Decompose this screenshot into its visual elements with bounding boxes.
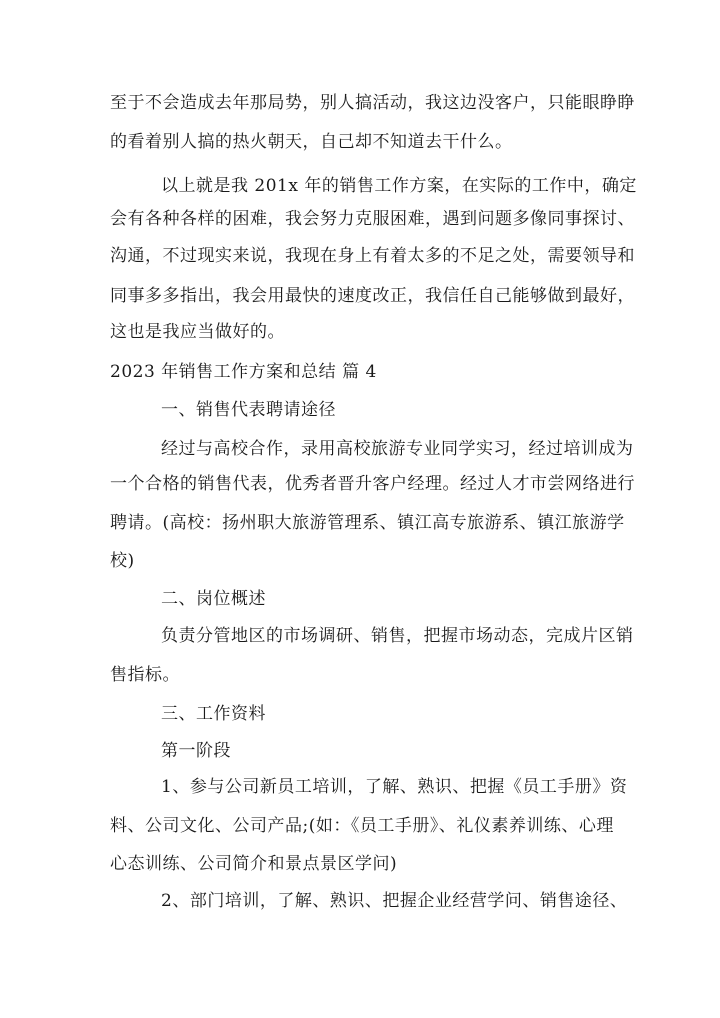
- paragraph-line: 心态训练、公司简介和景点景区学问): [110, 854, 398, 874]
- paragraph-line: 售指标。: [110, 665, 180, 685]
- section-heading: 三、工作资料: [161, 704, 266, 724]
- paragraph-line: 同事多多指出，我会用最快的速度改正，我信任自己能够做到最好，: [110, 286, 635, 306]
- paragraph-line: 会有各种各样的困难，我会努力克服困难，遇到问题多像同事探讨、: [110, 209, 635, 229]
- paragraph-line: 负责分管地区的市场调研、销售，把握市场动态，完成片区销: [161, 626, 634, 646]
- paragraph-line: 以上就是我 201x 年的销售工作方案，在实际的工作中，确定: [161, 176, 637, 196]
- paragraph-line: 校): [110, 551, 135, 571]
- paragraph-line: 至于不会造成去年那局势，别人搞活动，我这边没客户，只能眼睁睁: [110, 93, 635, 113]
- paragraph-line: 聘请。(高校：扬州职大旅游管理系、镇江高专旅游系、镇江旅游学: [110, 513, 625, 533]
- section-heading: 二、岗位概述: [161, 589, 266, 609]
- paragraph-line: 一个合格的销售代表，优秀者晋升客户经理。经过人才市尝网络进行: [110, 474, 635, 494]
- subsection-heading: 第一阶段: [161, 741, 231, 761]
- paragraph-line: 这也是我应当做好的。: [110, 322, 285, 342]
- section-heading: 一、销售代表聘请途径: [161, 400, 336, 420]
- paragraph-line: 2、部门培训，了解、熟识、把握企业经营学问、销售途径、: [161, 891, 628, 911]
- paragraph-line: 料、公司文化、公司产品;(如：《员工手册》、礼仪素养训练、心理: [110, 816, 614, 836]
- paragraph-line: 经过与高校合作，录用高校旅游专业同学实习，经过培训成为: [161, 439, 634, 459]
- paragraph-line: 的看着别人搞的热火朝天，自己却不知道去干什么。: [110, 132, 513, 152]
- section-title: 2023 年销售工作方案和总结 篇 4: [110, 362, 377, 382]
- paragraph-line: 1、参与公司新员工培训，了解、熟识、把握《员工手册》资: [161, 777, 628, 797]
- paragraph-line: 沟通，不过现实来说，我现在身上有着太多的不足之处，需要领导和: [110, 246, 635, 266]
